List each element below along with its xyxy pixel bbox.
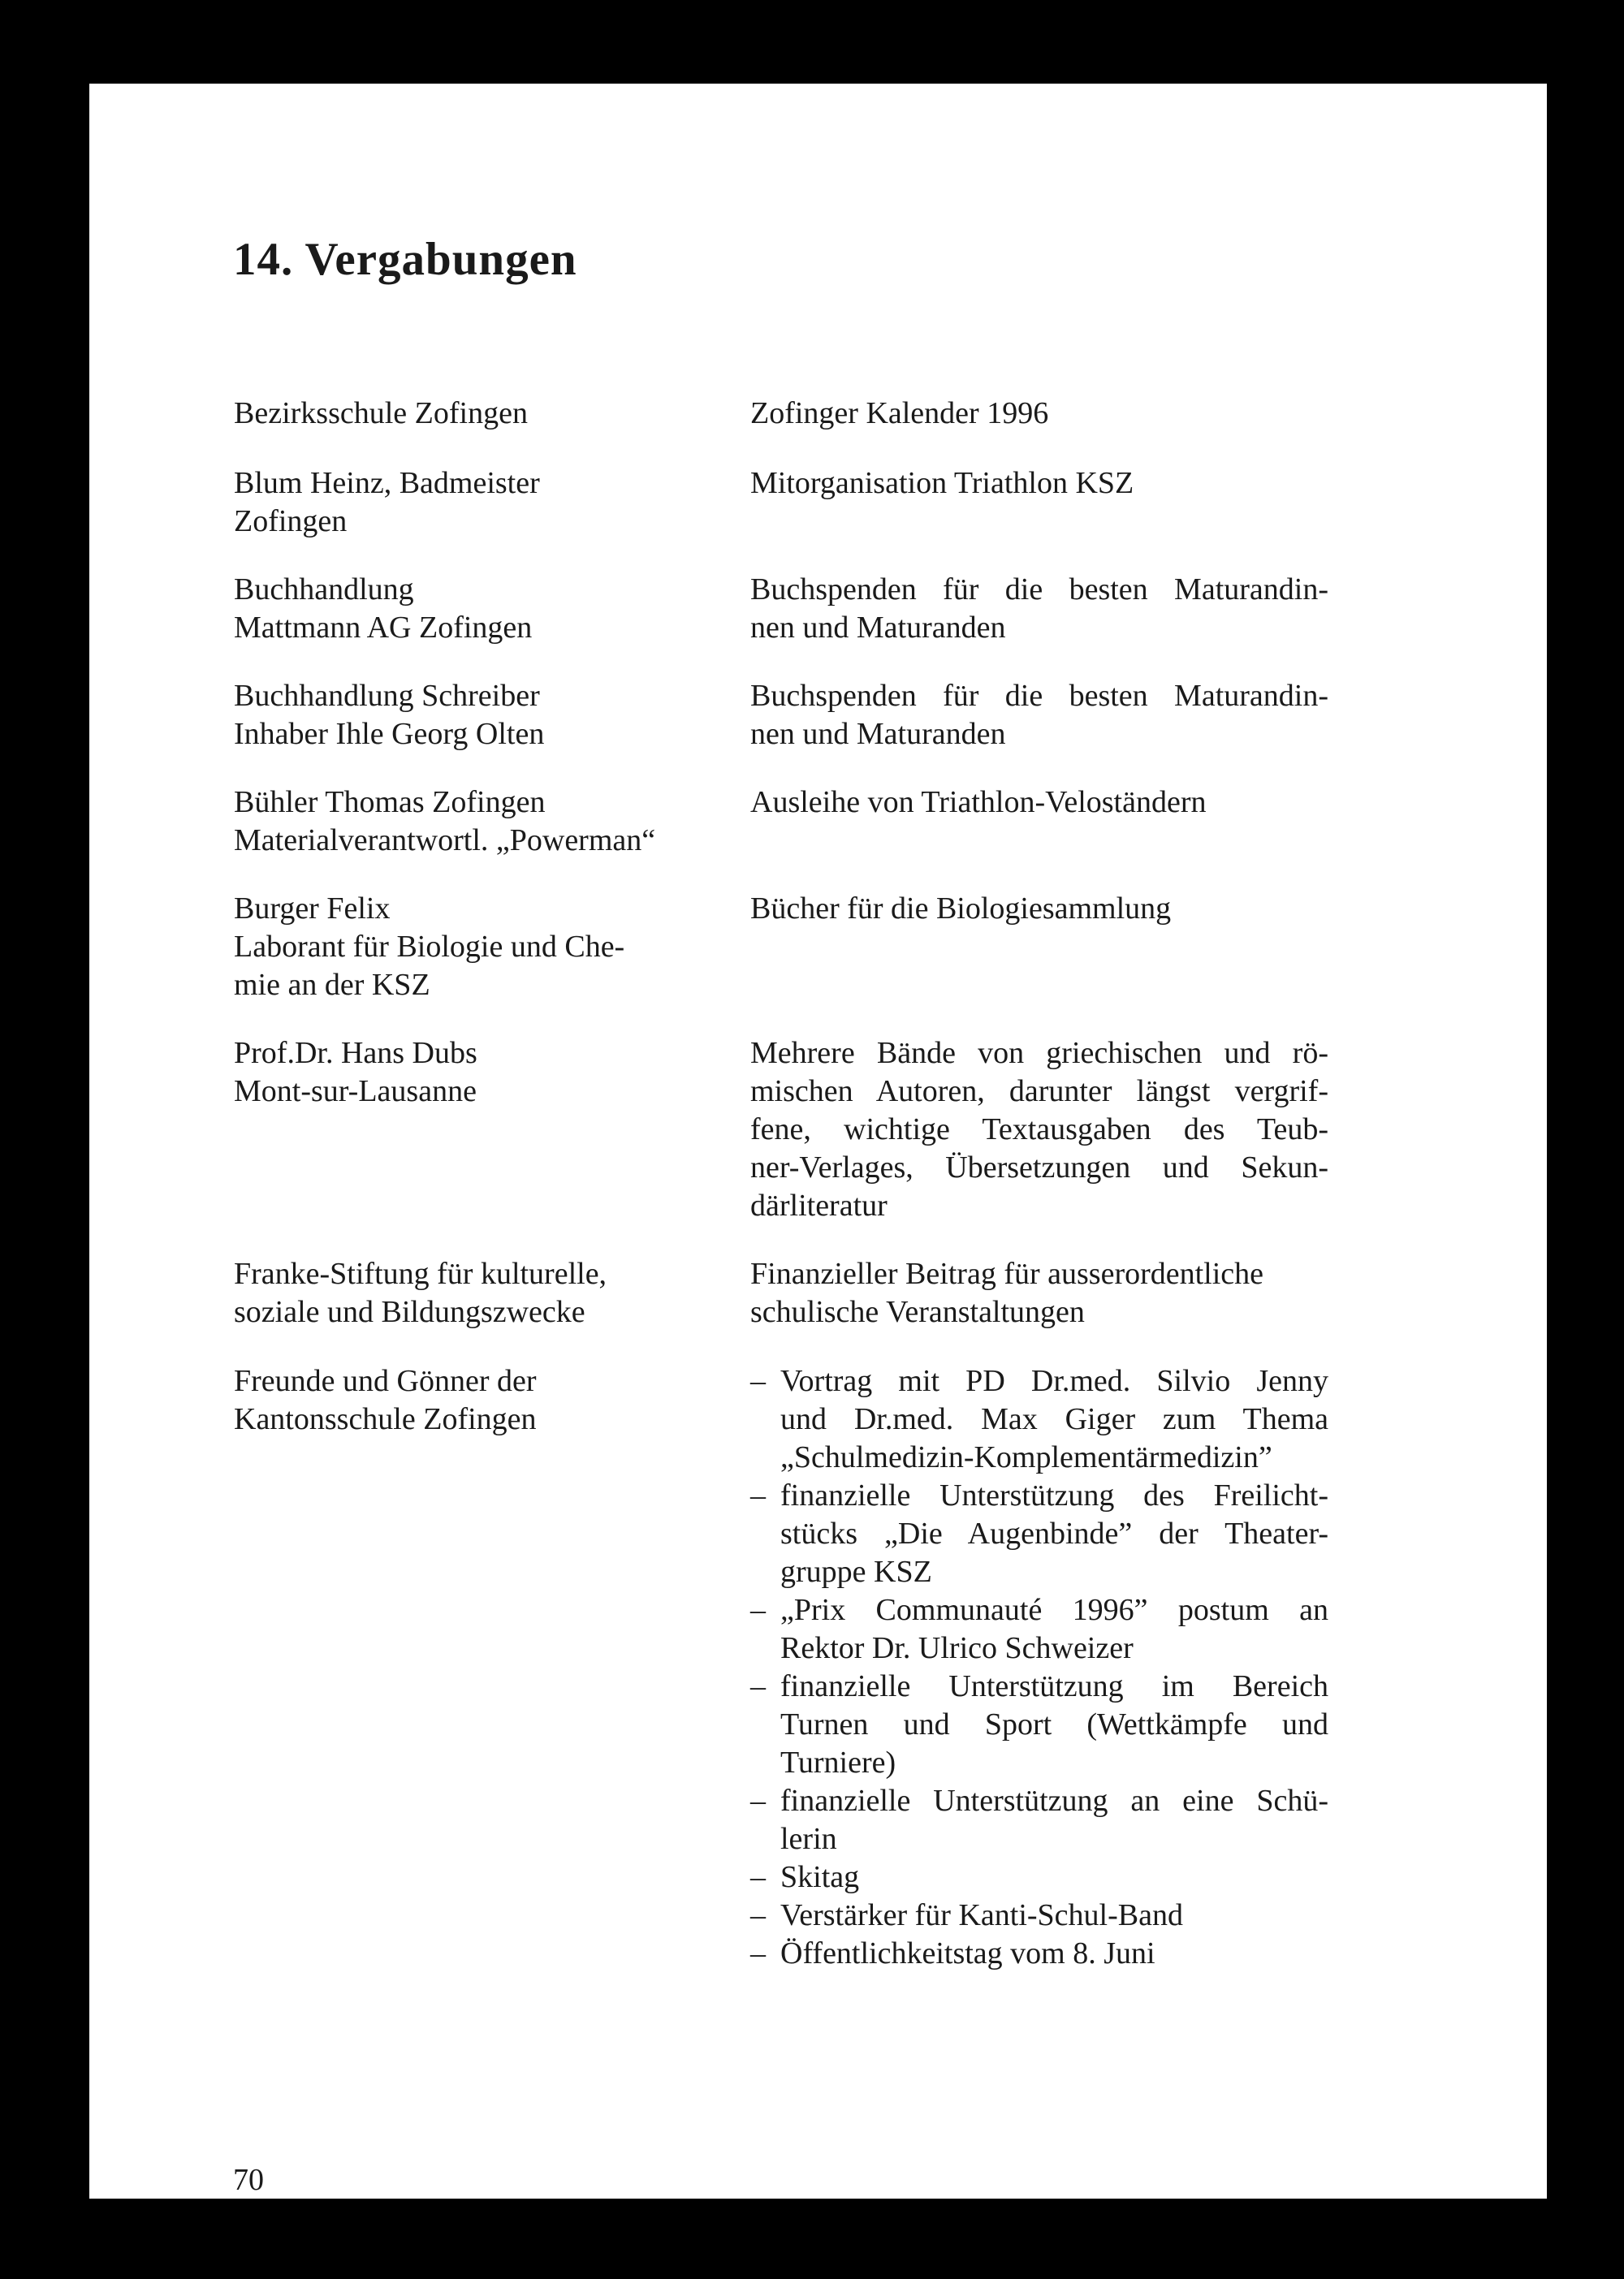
donor-name: Franke-Stiftung für kulturelle, soziale und Bildungszwecke	[234, 1257, 607, 1329]
bullet-item: – Öffentlichkeitstag vom 8. Juni	[750, 1935, 1328, 1973]
bullet-item: – finanzielle Unterstützung des Freilicht- stücks „Die Augenbinde” der Theater- gruppe KSZ	[750, 1478, 1328, 1589]
donor-name: Buchhandlung Mattmann AG Zofingen	[234, 572, 533, 645]
donation-description: Buchspenden für die besten Maturandin- nen und Maturanden	[750, 572, 1328, 645]
dash-marker: –	[750, 1364, 766, 1398]
donation-description	[750, 1362, 1328, 1973]
dash-marker: –	[750, 1669, 766, 1703]
dash-marker: –	[750, 1860, 766, 1894]
page-title: 14. Vergabungen	[233, 234, 577, 285]
bullet-item: – finanzielle Unterstützung an eine Schü- lerin	[750, 1784, 1328, 1856]
donor-name: Buchhandlung Schreiber Inhaber Ihle Georg Olten	[234, 679, 545, 751]
donation-description: Buchspenden für die besten Maturandin- nen und Maturanden	[750, 679, 1328, 751]
dash-marker: –	[750, 1898, 766, 1932]
bullet-item: – finanzielle Unterstützung im Bereich Turnen und Sport (Wettkämpfe und Turniere)	[750, 1669, 1328, 1780]
bullet-item: – Vortrag mit PD Dr.med. Silvio Jenny und Dr.med. Max Giger zum Thema „Schulmedizin-Komplementärmedizin”	[750, 1364, 1328, 1474]
donation-description: Mehrere Bände von griechischen und rö- mischen Autoren, darunter längst vergrif- fene, wichtige Textausgaben des Teub- ner-Verlages, Übersetzungen und Sekun- därliteratur	[750, 1036, 1328, 1223]
donor-name: Freunde und Gönner der Kantonsschule Zofingen	[234, 1364, 537, 1436]
dash-marker: –	[750, 1784, 766, 1818]
dash-marker: –	[750, 1478, 766, 1513]
donor-name: Burger Felix Laborant für Biologie und Che- mie an der KSZ	[234, 891, 625, 1002]
donor-name: Blum Heinz, Badmeister Zofingen	[234, 466, 540, 538]
donation-description: Bücher für die Biologiesammlung	[750, 891, 1172, 926]
bullet-item: – „Prix Communauté 1996” postum an Rektor Dr. Ulrico Schweizer	[750, 1593, 1328, 1665]
donor-name: Bühler Thomas Zofingen Materialverantwortl. „Powerman“	[234, 785, 656, 857]
donation-description: Finanzieller Beitrag für ausserordentliche schulische Veranstaltungen	[750, 1257, 1264, 1329]
document-page	[89, 84, 1547, 2199]
dash-marker: –	[750, 1936, 766, 1970]
donation-description: Zofinger Kalender 1996	[750, 396, 1049, 430]
donation-description: Ausleihe von Triathlon-Veloständern	[750, 785, 1207, 819]
dash-marker: –	[750, 1593, 766, 1627]
bullet-list	[750, 1362, 1328, 1973]
bullet-item: – Skitag	[750, 1858, 1328, 1897]
donor-name: Prof.Dr. Hans Dubs Mont-sur-Lausanne	[234, 1036, 477, 1108]
donor-name: Bezirksschule Zofingen	[234, 396, 528, 430]
page-number: 70	[233, 2163, 264, 2197]
bullet-item: – Verstärker für Kanti-Schul-Band	[750, 1897, 1328, 1935]
donation-description: Mitorganisation Triathlon KSZ	[750, 466, 1134, 500]
